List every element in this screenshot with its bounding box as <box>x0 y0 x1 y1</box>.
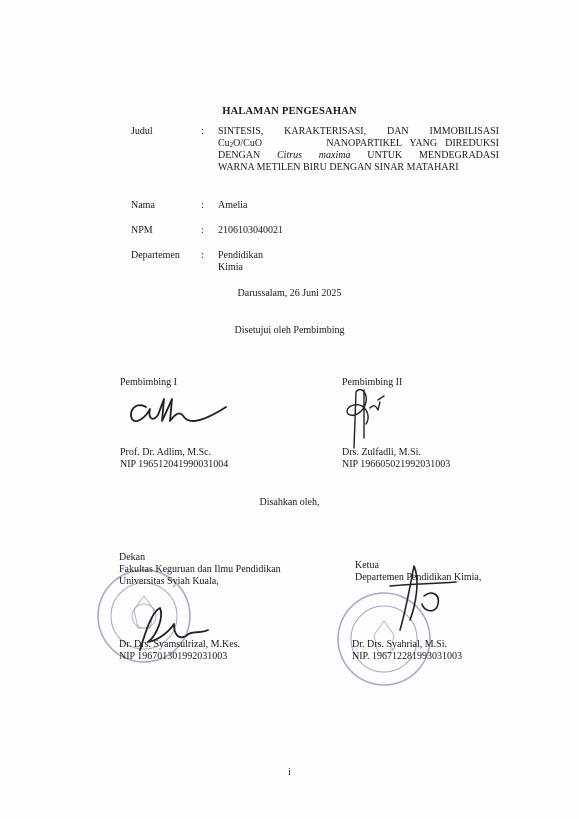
npm-value: 2106103040021 <box>218 225 283 236</box>
head-block-bottom <box>352 639 462 663</box>
departemen-label: Departemen <box>131 250 180 261</box>
supervisor2-title: Pembimbing II <box>342 377 403 388</box>
ratified-by: Disahkan oleh, <box>259 497 320 508</box>
supervisor1-nip: NIP 196512041990031004 <box>120 459 229 470</box>
supervisor2-block <box>342 447 450 471</box>
place-date: Darussalam, 26 Juni 2025 <box>237 288 342 299</box>
supervisor2-name: Drs. Zulfadli, M.Si. <box>342 447 421 458</box>
dean-role: Dekan <box>119 552 146 563</box>
dean-university: Universitas Syiah Kuala, <box>119 576 219 587</box>
species-name: Citrus maxima <box>277 150 351 161</box>
judul-line-2: $Cu_2O$/CuO NANOPARTIKEL YANG DIREDUKSI <box>218 138 500 149</box>
judul-value <box>218 126 499 174</box>
departemen-colon: : <box>201 250 204 261</box>
nama-colon: : <box>201 200 204 211</box>
supervisor1-name: Prof. Dr. Adlim, M.Sc. <box>120 447 212 458</box>
supervisor1-signature <box>124 393 234 433</box>
judul-line-1: SINTESIS, KARAKTERISASI, DAN IMMOBILISASI <box>218 126 499 137</box>
dean-block-bottom <box>119 639 240 663</box>
nama-label: Nama <box>131 200 155 211</box>
judul-colon: : <box>201 126 204 137</box>
dean-nip: NIP 196701301992031003 <box>119 651 228 662</box>
judul-line-3: DENGAN Citrus maxima UNTUK MENDEGRADASI <box>218 150 500 161</box>
head-role: Ketua <box>355 560 379 571</box>
page-number: i <box>288 767 291 778</box>
head-department: Departemen Pendidikan Kimia, <box>355 572 482 583</box>
dean-name: Dr. Drs. Syamsulrizal, M.Kes. <box>119 639 241 650</box>
judul-line-4: WARNA METILEN BIRU DENGAN SINAR MATAHARI <box>218 162 459 173</box>
supervisor2-signature <box>340 388 410 450</box>
approved-by: Disetujui oleh Pembimbing <box>234 325 345 336</box>
supervisor1-block <box>120 447 228 471</box>
judul-label: Judul <box>131 126 153 137</box>
dean-faculty: Fakultas Keguruan dan Ilmu Pendidikan <box>119 564 281 575</box>
npm-label: NPM <box>131 225 153 236</box>
departemen-value: Pendidikan Kimia <box>218 250 263 273</box>
nama-value: Amelia <box>218 200 248 211</box>
npm-colon: : <box>201 225 204 236</box>
supervisor2-nip: NIP 196605021992031003 <box>342 459 451 470</box>
dean-block-top <box>119 552 281 588</box>
page-title: HALAMAN PENGESAHAN <box>222 106 357 117</box>
head-nip: NIP. 196712281993031003 <box>352 651 463 662</box>
head-signature <box>380 560 460 640</box>
supervisor1-title: Pembimbing I <box>120 377 177 388</box>
head-name: Dr. Drs. Syahrial, M.Si. <box>352 639 447 650</box>
